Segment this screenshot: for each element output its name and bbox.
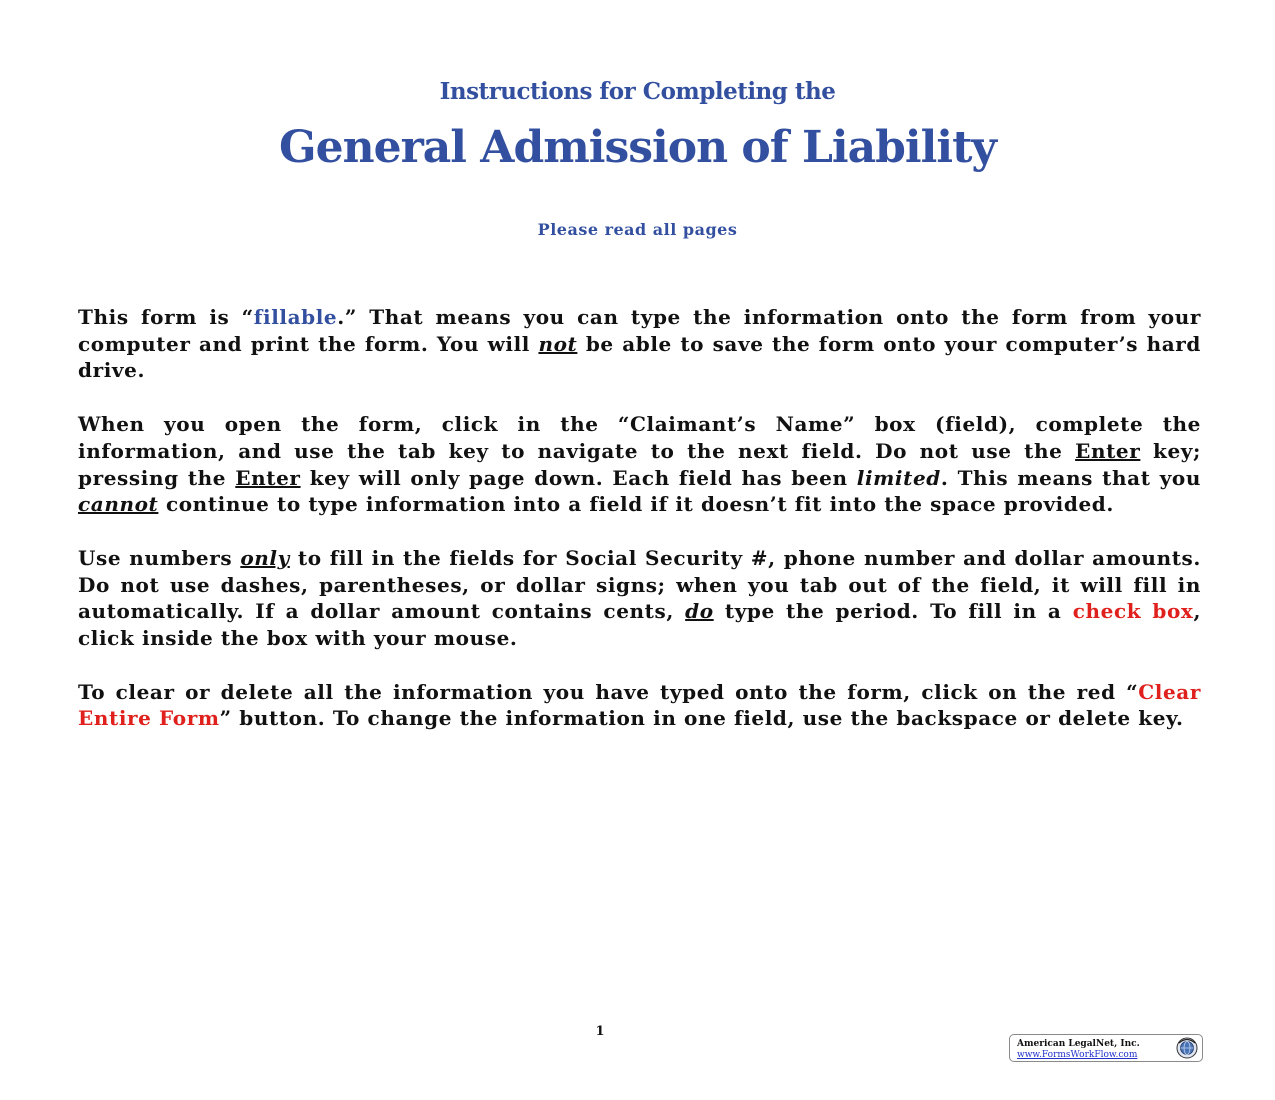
text-run: . This means that you (940, 465, 1202, 490)
text-run: key will only page down. Each field has been (300, 465, 857, 490)
text-run: , click inside the box with your mouse. (78, 599, 1202, 651)
check-box-highlight: check box (1072, 599, 1194, 624)
text-run: .” That means you can type the information onto the form from your computer and print the form. You will (78, 305, 1202, 356)
publisher-link[interactable]: www.FormsWorkFlow.com (1017, 1050, 1138, 1060)
page-number: 1 (595, 1024, 605, 1039)
emphasis-cannot: cannot (78, 492, 159, 517)
enter-key-underlined: Enter (1075, 438, 1141, 463)
text-run: type the period. To fill in a (713, 599, 1073, 624)
text-run: ” button. To change the information in one field, use the backspace or delete key. (219, 706, 1184, 731)
paragraph-clear-form (78, 679, 1201, 732)
text-run: When you open the form, click in the “Claimant’s Name” box (field), complete the information, and use the tab key to navigate to the next field. Do not use the (78, 412, 1201, 463)
paragraph-numbers (78, 545, 1201, 652)
text-run: Use numbers (78, 545, 241, 570)
emphasis-not: not (538, 331, 578, 356)
fillable-highlight: fillable (253, 305, 338, 329)
page-subtitle: Instructions for Completing the (439, 78, 836, 105)
emphasis-do: do (685, 599, 714, 624)
text-run: be able to save the form onto your computer’s hard drive. (78, 331, 1202, 383)
clear-entire-form-highlight: Clear Entire Form (78, 679, 1201, 731)
page-title: General Admission of Liability (279, 122, 996, 173)
read-all-pages-note: Please read all pages (537, 220, 738, 239)
text-run: key; pressing the (78, 438, 1201, 490)
emphasis-only: only (240, 545, 290, 570)
publisher-name: American LegalNet, Inc. (1017, 1039, 1140, 1049)
publisher-badge[interactable] (1009, 1034, 1203, 1062)
paragraph-fillable (78, 304, 1201, 384)
globe-logo-icon (1176, 1037, 1198, 1059)
text-run: continue to type information into a field if it doesn’t fit into the space provided. (158, 492, 1114, 517)
emphasis-limited: limited (856, 465, 941, 490)
paragraph-navigation (78, 411, 1201, 518)
instructions-body (78, 304, 1201, 759)
text-run: To clear or delete all the information you have typed onto the form, click on the red “ (78, 679, 1139, 704)
enter-key-underlined: Enter (235, 465, 301, 490)
text-run: to fill in the fields for Social Security #, phone number and dollar amounts. Do not use dashes, parentheses, or dollar signs; when you tab out of the field, it will fill in automatically. If a dollar amount contains cents, (78, 545, 1201, 624)
text-run: This form is “ (78, 305, 254, 329)
